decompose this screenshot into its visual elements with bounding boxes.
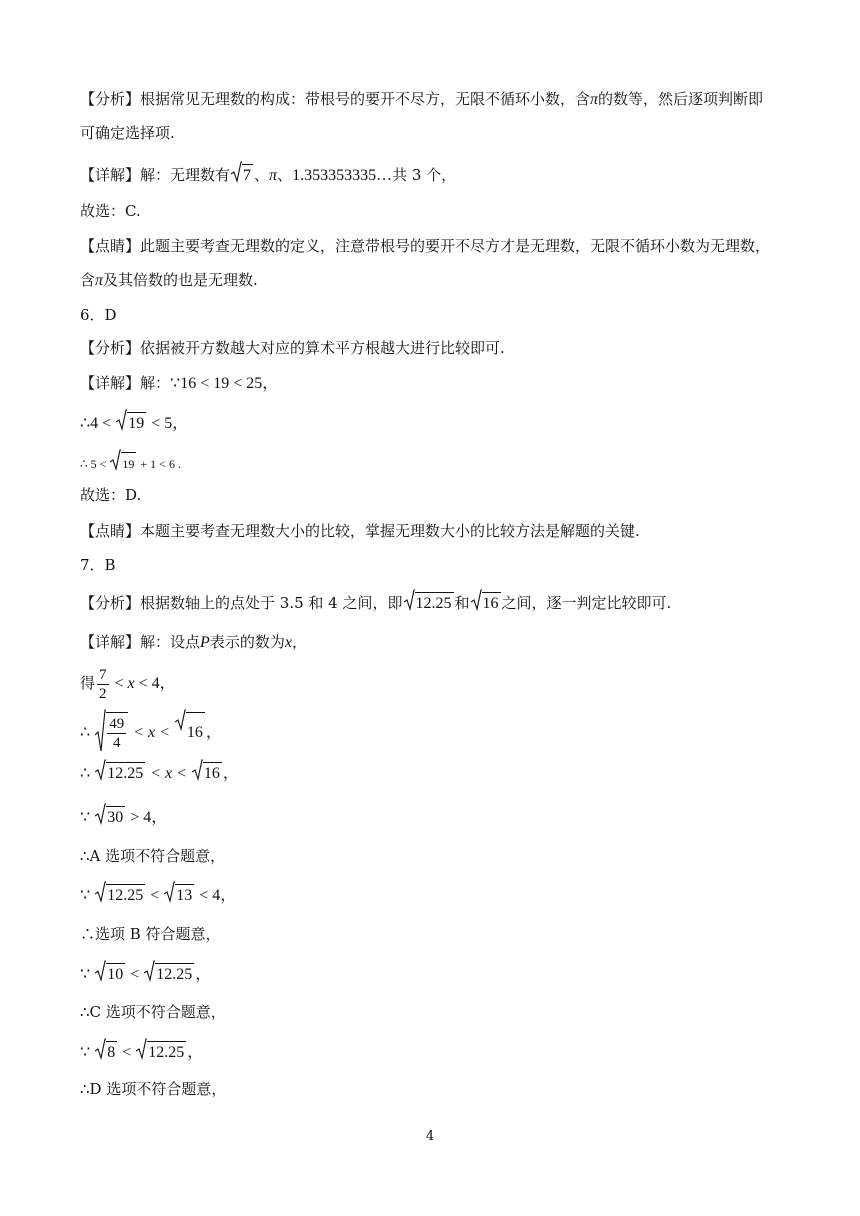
q6-analysis-text: 依据被开方数越大对应的算术平方根越大进行比较即可. (140, 339, 505, 357)
frac-7-2: $\frac{7}{2}$ (99, 666, 107, 702)
sqrt-8: 8 (95, 1041, 117, 1063)
q5-pi-2: π (269, 167, 278, 184)
q7-because-4: ∵ (80, 1044, 91, 1061)
q7-detail-text-2: 表示的数为 (209, 633, 285, 651)
q7-step-2 (80, 712, 222, 752)
q5-analysis-text-1: 根据常见无理数的构成：带根号的要开不尽方，无限不循环小数，含 (140, 90, 591, 108)
sqrt-49-over-4: $\frac{49}{4}$ (95, 712, 128, 752)
q7-step-3 (80, 762, 239, 784)
q7-lt-1: < (150, 887, 160, 904)
q6-choice: 故选：D. (80, 486, 142, 504)
q5-pi-3: π (95, 272, 104, 289)
q5-analysis-line2 (80, 123, 175, 143)
q6-ineq2-post: < 5， (151, 415, 189, 432)
q6-ineq2-pre: ∴4 < (80, 415, 112, 432)
q7-therefore-1: ∴ (80, 724, 91, 741)
q5-decimal: 1.353353335… (292, 167, 393, 184)
q7-b-yes: ∴选项 B 符合题意， (80, 925, 221, 943)
q7-detail-text-1: 解：设点 (140, 633, 201, 651)
q5-detail-text-2: 共 3 个， (392, 166, 457, 184)
q7-because-3: ∵ (80, 966, 91, 983)
q7-lt-x-lt-2: < x < (150, 765, 187, 782)
q7-step1-post: < 4， (138, 675, 176, 692)
q7-analysis-text-1: 根据数轴上的点处于 3.5 和 4 之间，即 (140, 594, 403, 612)
q7-a-not: ∴A 选项不符合题意， (80, 847, 226, 865)
q6-number: 6．D (80, 306, 117, 324)
sqrt-13: 13 (164, 884, 194, 906)
q6-ineq-1: ∵16 < 19 < 25， (170, 375, 279, 392)
q5-comment-line2 (80, 270, 258, 291)
q7-step-1: 得 $\frac{7}{2}$ < x < 4， (80, 666, 176, 702)
q6-detail-tag: 【详解】 (80, 374, 141, 392)
q5-analysis-tag: 【分析】 (80, 90, 141, 108)
q6-ineq-3 (80, 452, 181, 474)
q5-detail-tag: 【详解】 (80, 166, 141, 184)
sqrt-7: 7 (231, 164, 253, 186)
q7-number: 7．B (80, 556, 116, 574)
q7-analysis-line (80, 592, 671, 614)
q5-analysis-line1 (80, 89, 763, 110)
q6-comment-line (80, 521, 640, 541)
q7-analysis-text-3: 之间，逐一判定比较即可. (501, 594, 672, 612)
q5-pi: π (590, 91, 599, 108)
sqrt-19-b: 19 (110, 452, 136, 474)
q7-c-not: ∴C 选项不符合题意， (80, 1003, 226, 1021)
q7-step-8 (80, 963, 211, 985)
q5-comment-text-2a: 含 (80, 271, 96, 289)
q5-comment-line1 (80, 236, 770, 256)
q5-choice: 故选：C. (80, 202, 141, 220)
q5-comment-text-1: 此题主要考查无理数的定义，注意带根号的要开不尽方才是无理数，无限不循环小数为无理数， (140, 237, 771, 255)
q6-ineq3-pre: ∴ 5 < (80, 457, 107, 471)
q6-detail-line (80, 373, 278, 394)
q6-analysis-line (80, 338, 505, 358)
q7-because-2: ∵ (80, 887, 91, 904)
q5-sep-1: 、 (254, 166, 270, 184)
sqrt-12-25-d: 12.25 (144, 963, 194, 985)
q7-comma-5: ， (187, 1044, 204, 1061)
sqrt-12-25-b: 12.25 (95, 762, 145, 784)
q5-detail-line (80, 164, 456, 186)
q7-lt-3: < (122, 1044, 132, 1061)
q7-analysis-tag: 【分析】 (80, 594, 141, 612)
q7-therefore-2: ∴ (80, 765, 91, 782)
q6-detail-pre: 解： (140, 374, 171, 392)
q7-var-x: x (284, 634, 292, 651)
q7-lt-2: < (130, 966, 140, 983)
sqrt-16-b: 16 (175, 712, 205, 752)
q5-detail-text-1: 解：无理数有 (140, 166, 231, 184)
q5-comment-tag: 【点睛】 (80, 237, 141, 255)
q7-d-not: ∴D 选项不符合题意， (80, 1080, 227, 1098)
q7-step4-post: > 4， (130, 809, 168, 826)
q7-point-p: P (200, 634, 210, 651)
q7-step-6 (80, 884, 236, 906)
q7-step-10 (80, 1041, 203, 1063)
q7-because-1: ∵ (80, 809, 91, 826)
q7-comma-4: ， (195, 966, 212, 983)
q5-sep-2: 、 (277, 166, 293, 184)
sqrt-16-c: 16 (192, 762, 222, 784)
q7-lt-x-lt-1: < x < (133, 724, 170, 741)
q6-ineq3-post: + 1 < 6 . (140, 457, 181, 471)
q5-analysis-text-2: 的数等，然后逐项判断即 (598, 90, 764, 108)
q6-comment-text: 本题主要考查无理数大小的比较，掌握无理数大小的比较方法是解题的关键. (140, 522, 640, 540)
q7-de: 得 (80, 674, 96, 692)
q7-x-2: x (127, 675, 135, 692)
q7-detail-tag: 【详解】 (80, 633, 141, 651)
q7-comma-3: ， (222, 765, 239, 782)
q7-analysis-text-2: 和 (454, 594, 470, 612)
q7-step6-post: < 4， (199, 887, 237, 904)
q6-ineq-2 (80, 412, 188, 434)
sqrt-10: 10 (95, 963, 125, 985)
q7-comma: ， (291, 633, 307, 651)
q7-step-4 (80, 806, 167, 828)
q6-analysis-tag: 【分析】 (80, 339, 141, 357)
sqrt-19: 19 (116, 412, 146, 434)
q7-comma-2: ， (205, 724, 222, 741)
sqrt-30: 30 (95, 806, 125, 828)
page-number: 4 (425, 1129, 435, 1144)
sqrt-12-25-e: 12.25 (136, 1041, 186, 1063)
q5-comment-text-2b: 及其倍数的也是无理数. (103, 271, 258, 289)
q7-detail-line (80, 632, 307, 653)
q6-comment-tag: 【点睛】 (80, 522, 141, 540)
sqrt-12-25: 12.25 (404, 592, 454, 614)
sqrt-16: 16 (471, 592, 501, 614)
sqrt-12-25-c: 12.25 (95, 884, 145, 906)
q5-analysis-text-3: 可确定选择项. (80, 124, 175, 142)
